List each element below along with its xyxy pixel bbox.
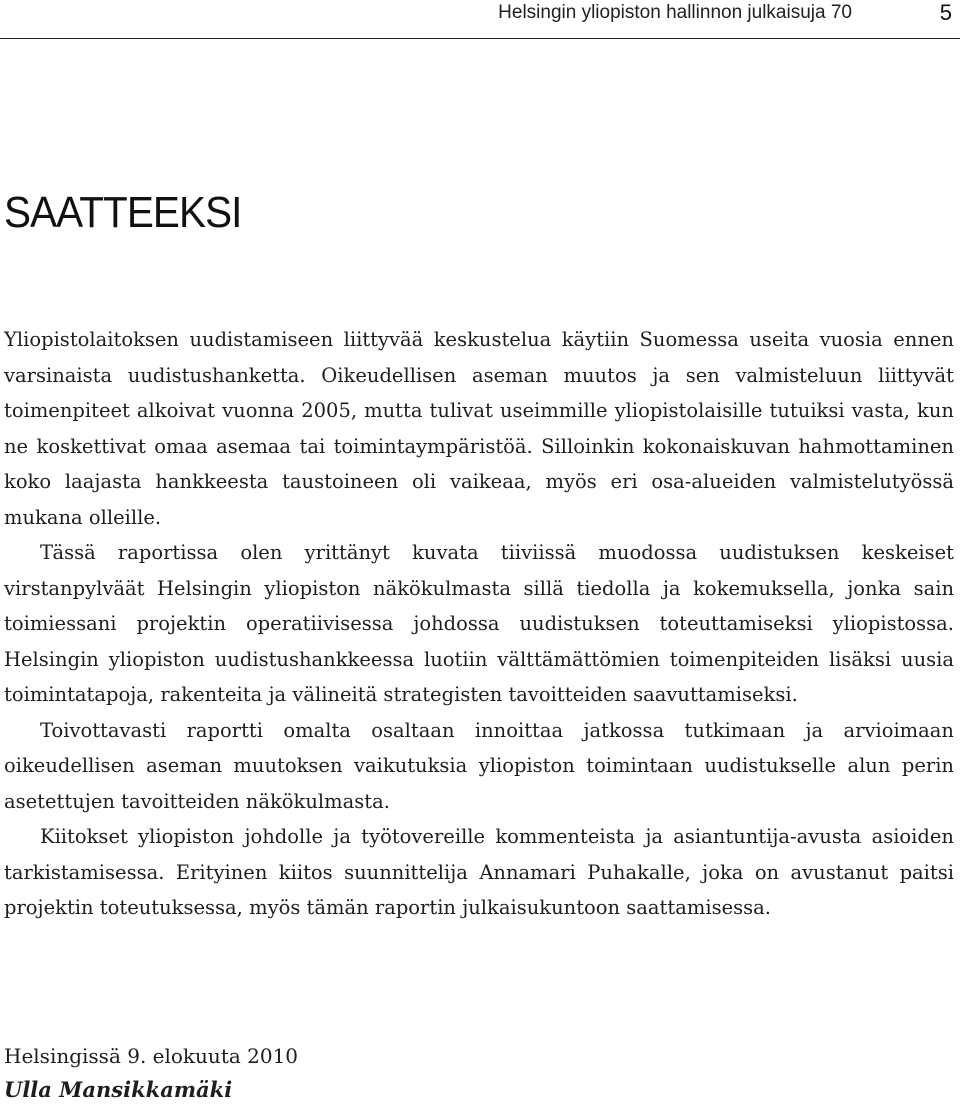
running-header	[0, 0, 960, 39]
paragraph-hope: Toivottavasti raportti omalta osaltaan innoittaa jatkossa tutkimaan ja arvioimaan oikeudellisen aseman muutoksen vaikutuksia yliopiston toimintaan uudistukselle alun perin asetettujen tavoitteiden näkökulmasta.	[4, 718, 954, 813]
paragraph-intro: Yliopistolaitoksen uudistamiseen liittyvää keskustelua käytiin Suomessa useita vuosia ennen varsinaista uudistushanketta. Oikeudellisen aseman muutos ja sen valmisteluun liittyvät toimenpiteet alkoivat vuonna 2005, mutta tulivat useimmille yliopistolaisille tutuiksi vasta, kun ne koskettivat omaa asemaa tai toimintaympäristöä. Silloinkin kokonaiskuvan hahmottaminen koko laajasta hankkeesta taustoineen oli vaikeaa, myös eri osa-alueiden valmistelutyössä mukana olleille.	[4, 328, 954, 529]
chapter-title: SAATTEEKSI	[4, 188, 242, 237]
signature-block	[4, 1038, 298, 1106]
body-text	[4, 322, 954, 926]
signature-place-date: Helsingissä 9. elokuuta 2010	[4, 1044, 299, 1068]
page-number: 5	[939, 0, 952, 25]
paragraph-report: Tässä raportissa olen yrittänyt kuvata tiiviissä muodossa uudistuksen keskeiset virstanpylväät Helsingin yliopiston näkökulmasta sillä tiedolla ja kokemuksella, jonka sain toimiessani projektin operatiivisessa johdossa uudistuksen toteuttamiseksi yliopistossa. Helsingin yliopiston uudistushankkeessa luotiin välttämättömien toimenpiteiden lisäksi uusia toimintatapoja, rakenteita ja välineitä strategisten tavoitteiden saavuttamiseksi.	[4, 541, 954, 706]
paragraph-thanks: Kiitokset yliopiston johdolle ja työtovereille kommenteista ja asiantuntija-avusta asioiden tarkistamisessa. Erityinen kiitos suunnittelija Annamari Puhakalle, joka on avustanut paitsi projektin toteutuksessa, myös tämän raportin julkaisukuntoon saattamisessa.	[4, 825, 954, 919]
publication-title: Helsingin yliopiston hallinnon julkaisuja 70	[498, 2, 852, 23]
signature-name: Ulla Mansikkamäki	[4, 1077, 233, 1102]
